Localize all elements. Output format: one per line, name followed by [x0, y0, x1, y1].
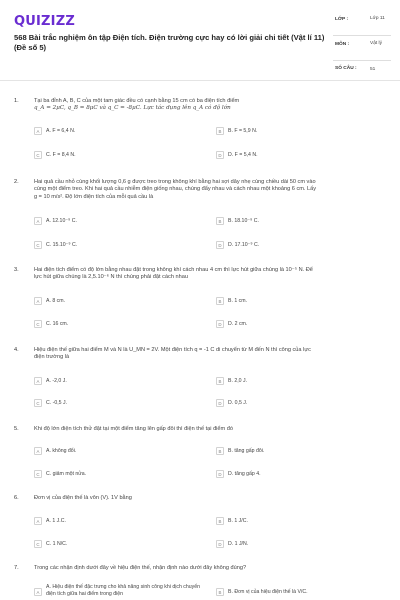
option-text: B. F = 5,9 N. — [228, 128, 258, 134]
option-letter: A — [34, 127, 42, 135]
option-text: D. 17.10⁻⁹ C. — [228, 242, 260, 248]
option-letter: B — [216, 127, 224, 135]
option-letter: A — [34, 447, 42, 455]
option-text: D. tăng gấp 4. — [228, 471, 261, 477]
meta-divider — [333, 60, 391, 61]
class-label: LỚP : — [335, 17, 349, 22]
document-title: 568 Bài trắc nghiệm ôn tập Điện tích. Điện trường cực hay có lời giải chi tiết (Vật lí 11) (Đề số 5) — [14, 33, 325, 52]
option-letter: D — [216, 320, 224, 328]
option-letter: B — [216, 447, 224, 455]
option-c[interactable] — [34, 320, 68, 328]
option-letter: B — [216, 517, 224, 525]
option-c[interactable] — [34, 470, 86, 478]
option-letter: D — [216, 540, 224, 548]
option-a[interactable] — [34, 297, 65, 305]
option-a[interactable] — [34, 517, 66, 525]
option-letter: A — [34, 217, 42, 225]
option-text: C. giảm một nửa. — [46, 471, 87, 477]
option-letter: A — [34, 377, 42, 385]
option-letter: C — [34, 540, 42, 548]
question-text — [34, 179, 390, 201]
question-number: 3. — [14, 267, 19, 273]
question-text — [34, 426, 390, 433]
option-letter: C — [34, 241, 42, 249]
option-b[interactable] — [216, 127, 257, 135]
option-b[interactable] — [216, 377, 247, 385]
option-text: B. tăng gấp đôi. — [228, 448, 265, 454]
option-letter: A — [34, 297, 42, 305]
option-b[interactable] — [216, 297, 247, 305]
option-text: B. 18.10⁻⁹ C. — [228, 218, 259, 224]
option-a[interactable] — [34, 447, 76, 455]
option-text: C. 16 cm. — [46, 321, 69, 327]
option-d[interactable] — [216, 320, 247, 328]
option-text: A. Hiệu điện thế đặc trưng cho khả năng sinh công khi dịch chuyển điện tích giữa hai điểm trong điện — [46, 584, 201, 597]
option-text: C. 15.10⁻⁹ C. — [46, 242, 78, 248]
option-text: B. 1 J/C. — [228, 518, 248, 524]
option-letter: D — [216, 399, 224, 407]
option-d[interactable] — [216, 470, 261, 478]
option-text: C. F = 8,4 N. — [46, 152, 76, 158]
question-text-line: điện trường là — [34, 354, 70, 361]
question-text-line: Tại ba đỉnh A, B, C của một tam giác đều có cạnh bằng 15 cm có ba điện tích điểm — [34, 98, 240, 104]
option-letter: A — [34, 588, 42, 596]
question-text-line: lực hút giữa chúng là 2,5.10⁻⁶ N thì chúng phải đặt cách nhau — [34, 274, 188, 281]
subject-value: Vật lý — [370, 41, 382, 46]
meta-divider — [333, 35, 391, 36]
option-text: A. 12.10⁻⁹ C. — [46, 218, 77, 224]
option-letter: C — [34, 320, 42, 328]
question-number: 7. — [14, 565, 19, 571]
option-d[interactable] — [216, 399, 247, 407]
question-text-line: g = 10 m/s². Độ lớn điện tích của mỗi quả cầu là — [34, 193, 154, 200]
option-text: B. 2,0 J. — [228, 378, 248, 384]
option-letter: C — [34, 399, 42, 407]
count-label: SỐ CÂU : — [335, 66, 357, 71]
option-d[interactable] — [216, 540, 248, 548]
option-c[interactable] — [34, 399, 67, 407]
option-d[interactable] — [216, 151, 258, 159]
question-text-line: q_A = 2μC, q_B = 8μC và q_C = -8μC. Lực tác dụng lên q_A có độ lớn — [34, 105, 231, 112]
option-b[interactable] — [216, 588, 308, 596]
question-number: 4. — [14, 347, 19, 353]
option-text: D. 1 J/N. — [228, 541, 249, 547]
header-divider — [0, 80, 400, 81]
question-text — [34, 267, 390, 282]
question-text — [34, 98, 390, 113]
option-text: D. F = 5,4 N. — [228, 152, 258, 158]
option-text: C. -0,5 J. — [46, 400, 68, 406]
option-a[interactable] — [34, 584, 210, 598]
question-number: 6. — [14, 495, 19, 501]
question-text — [34, 565, 390, 572]
option-text: A. F = 6,4 N. — [46, 128, 76, 134]
class-value: Lớp 11 — [370, 16, 385, 21]
option-letter: B — [216, 588, 224, 596]
question-number: 2. — [14, 179, 19, 185]
option-text: B. 1 cm. — [228, 298, 248, 304]
question-text-line: Đơn vị của điện thế là vôn (V). 1V bằng — [34, 495, 132, 501]
option-c[interactable] — [34, 151, 76, 159]
option-text: D. 2 cm. — [228, 321, 248, 327]
question-text — [34, 495, 390, 502]
option-b[interactable] — [216, 217, 259, 225]
option-b[interactable] — [216, 447, 264, 455]
question-text-line: Khi độ lớn điện tích thử đặt tại một điểm tăng lên gấp đôi thì điện thế tại điểm đó — [34, 426, 233, 432]
question-number: 5. — [14, 426, 19, 432]
option-d[interactable] — [216, 241, 259, 249]
option-letter: C — [34, 151, 42, 159]
count-value: 51 — [370, 67, 376, 72]
option-a[interactable] — [34, 127, 75, 135]
option-letter: D — [216, 241, 224, 249]
question-text-line: cùng một điểm treo. Khi hai quả cầu nhiễm điện giống nhau, chúng đẩy nhau và cách nhau một khoảng 6 cm. Lấy — [34, 186, 317, 193]
option-text: B. Đơn vị của hiệu điện thế là V/C. — [228, 589, 308, 595]
option-c[interactable] — [34, 241, 77, 249]
option-letter: B — [216, 377, 224, 385]
subject-label: MÔN : — [335, 42, 350, 47]
question-text-line: Hiệu điện thế giữa hai điểm M và N là U_MN = 2V. Một điện tích q = -1 C di chuyển từ M đến N thì công của lực — [34, 347, 311, 353]
question-text-line: Trong các nhận định dưới đây về hiệu điện thế, nhận định nào dưới đây không đúng? — [34, 565, 247, 571]
option-letter: B — [216, 217, 224, 225]
option-letter: B — [216, 297, 224, 305]
question-text-line: Hai quả cầu nhỏ cùng khối lượng 0,6 g được treo trong không khí bằng hai sợi dây nhẹ cùng chiều dài 50 cm vào — [34, 179, 316, 185]
option-letter: D — [216, 470, 224, 478]
option-a[interactable] — [34, 217, 77, 225]
option-b[interactable] — [216, 517, 248, 525]
question-number: 1. — [14, 98, 19, 104]
question-text — [34, 347, 390, 362]
brand-logo: QUIZIZZ — [14, 14, 75, 29]
option-c[interactable] — [34, 540, 67, 548]
option-text: A. 8 cm. — [46, 298, 66, 304]
question-text-line: Hai điện tích điểm có độ lớn bằng nhau đặt trong không khí cách nhau 4 cm thì lực hút giữa chúng là 10⁻⁵ N. Để — [34, 267, 313, 273]
document-header — [0, 0, 400, 78]
option-a[interactable] — [34, 377, 67, 385]
option-text: A. không đổi. — [46, 448, 77, 454]
option-text: A. 1 J.C. — [46, 518, 66, 524]
option-text: C. 1 N/C. — [46, 541, 68, 547]
option-letter: C — [34, 470, 42, 478]
option-letter: D — [216, 151, 224, 159]
option-letter: A — [34, 517, 42, 525]
option-text: A. -2,0 J. — [46, 378, 67, 384]
option-text: D. 0,5 J. — [228, 400, 248, 406]
